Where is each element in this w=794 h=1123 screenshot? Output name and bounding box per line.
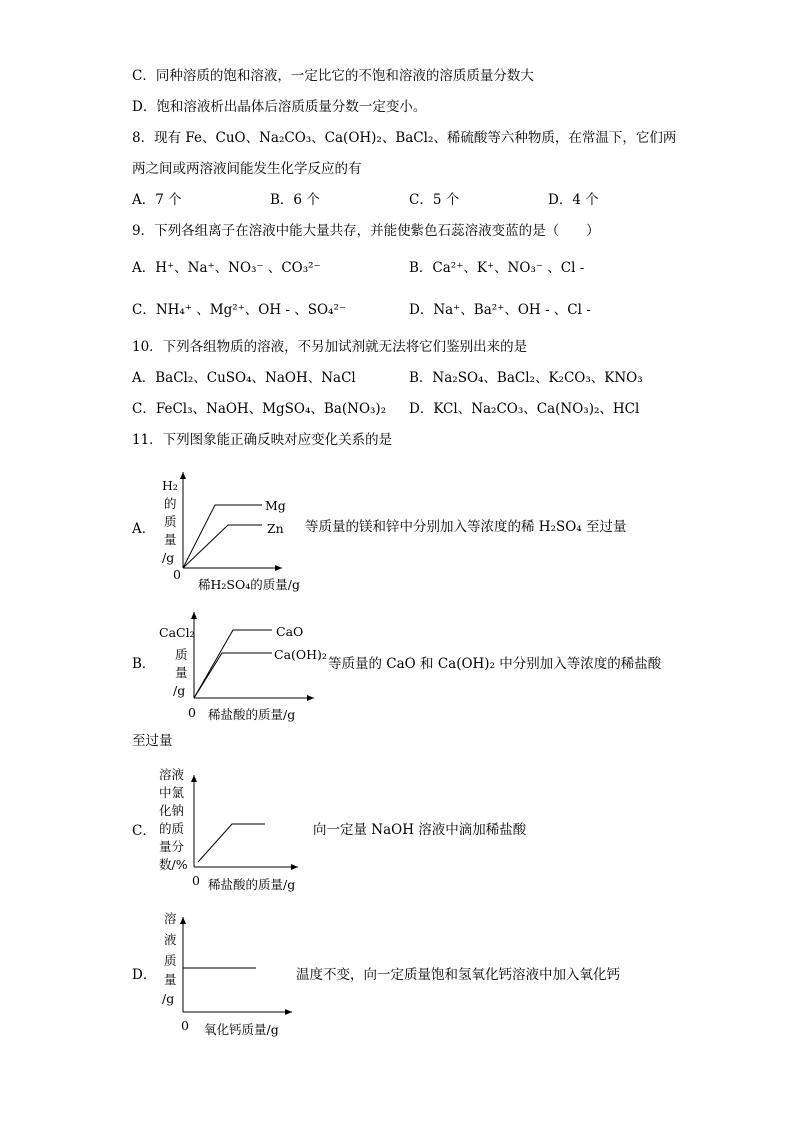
graph-b-ylabel-1: 质 <box>175 647 188 662</box>
graph-c-description: 向一定量 NaOH 溶液中滴加稀盐酸 <box>313 822 527 838</box>
graph-b-line-cao <box>194 630 272 698</box>
graph-b-description-continued: 至过量 <box>132 733 173 749</box>
question-11: 11．下列图象能正确反映对应变化关系的是 <box>132 432 393 448</box>
graph-d-origin: 0 <box>181 1018 189 1033</box>
question-10: 10．下列各组物质的溶液，不另加试剂就无法将它们鉴别出来的是 <box>132 339 528 355</box>
graph-d <box>162 911 292 1037</box>
graph-c-ylabel-4: 量分 <box>159 839 185 854</box>
q9-option-c: C．NH₄⁺ 、Mg²⁺、OH - 、SO₄²⁻ <box>132 302 346 318</box>
graph-b-description: 等质量的 CaO 和 Ca(OH)₂ 中分别加入等浓度的稀盐酸 <box>328 656 662 672</box>
option-c-previous-question: C．同种溶质的饱和溶液，一定比它的不饱和溶液的溶质质量分数大 <box>132 68 534 84</box>
graph-a-ylabel-0: H₂ <box>162 478 178 493</box>
graph-a-xlabel: 稀H₂SO₄的质量/g <box>198 577 300 592</box>
graph-a-ylabel-3: 量 <box>164 532 177 547</box>
graph-a-ylabel-4: /g <box>162 550 175 565</box>
graph-a-origin: 0 <box>173 567 181 582</box>
q9-option-b: B．Ca²⁺、K⁺、NO₃⁻ 、Cl - <box>409 260 585 276</box>
graph-a-line-mg <box>183 505 262 568</box>
graph-c-ylabel-5: 数/% <box>159 857 188 872</box>
graph-c-letter: C． <box>132 823 156 839</box>
graph-a <box>162 472 300 592</box>
graph-c-ylabel-3: 的质 <box>159 821 185 836</box>
graph-b-letter: B． <box>132 656 156 672</box>
option-d-previous-question: D．饱和溶液析出晶体后溶质质量分数一定变小。 <box>132 99 427 115</box>
graph-a-description: 等质量的镁和锌中分别加入等浓度的稀 H₂SO₄ 至过量 <box>305 519 627 535</box>
graph-a-ylabel-2: 质 <box>164 514 177 529</box>
graph-a-letter: A． <box>132 521 156 537</box>
graph-d-letter: D． <box>132 967 157 983</box>
question-8-line2: 两之间或两溶液间能发生化学反应的有 <box>132 161 362 177</box>
question-8-line1: 8．现有 Fe、CuO、Na₂CO₃、Ca(OH)₂、BaCl₂、稀硫酸等六种物质，在常温下，它们两 <box>132 130 677 146</box>
graph-b-ylabel-2: 量 <box>175 665 188 680</box>
q10-option-a: A．BaCl₂、CuSO₄、NaOH、NaCl <box>132 370 356 386</box>
graph-b-origin: 0 <box>188 705 196 720</box>
graph-a-label-zn: Zn <box>267 521 284 536</box>
question-9: 9．下列各组离子在溶液中能大量共存，并能使紫色石蕊溶液变蓝的是（ ） <box>132 223 600 239</box>
graph-c-origin: 0 <box>192 873 200 888</box>
graph-b-ylabel-3: /g <box>173 683 186 698</box>
graph-d-description: 温度不变，向一定质量饱和氢氧化钙溶液中加入氧化钙 <box>296 967 620 983</box>
graph-d-xlabel: 氧化钙质量/g <box>204 1022 279 1037</box>
graph-c-ylabel-1: 中氯 <box>159 785 185 800</box>
graph-b-ylabel-0: CaCl₂ <box>159 625 195 640</box>
graph-b-xlabel: 稀盐酸的质量/g <box>208 707 296 722</box>
graph-b-line-caoh2 <box>194 653 272 698</box>
graph-b-label-caoh2: Ca(OH)₂ <box>274 647 327 662</box>
q10-option-b: B．Na₂SO₄、BaCl₂、K₂CO₃、KNO₃ <box>409 370 643 386</box>
graph-a-ylabel-1: 的 <box>164 496 177 511</box>
graph-c-ylabel-2: 化钠 <box>159 803 185 818</box>
graph-c-ylabel-0: 溶液 <box>159 767 185 782</box>
q9-option-d: D．Na⁺、Ba²⁺、OH - 、Cl - <box>409 302 591 318</box>
graph-d-ylabel-0: 溶 <box>164 911 177 926</box>
q10-option-d: D．KCl、Na₂CO₃、Ca(NO₃)₂、HCl <box>409 401 640 417</box>
graph-b <box>159 612 327 722</box>
graph-d-ylabel-4: /g <box>162 991 175 1006</box>
graph-c <box>159 767 298 892</box>
q8-option-d: D．4 个 <box>548 192 599 208</box>
q8-option-a: A．7 个 <box>132 192 182 208</box>
graph-a-label-mg: Mg <box>265 498 286 513</box>
q8-option-b: B．6 个 <box>270 192 320 208</box>
graph-c-xlabel: 稀盐酸的质量/g <box>208 877 296 892</box>
q10-option-c: C．FeCl₃、NaOH、MgSO₄、Ba(NO₃)₂ <box>132 401 387 417</box>
graph-c-line <box>198 824 265 862</box>
q8-option-c: C．5 个 <box>409 192 460 208</box>
graph-b-label-cao: CaO <box>276 624 304 639</box>
graph-d-ylabel-2: 质 <box>164 953 177 968</box>
q9-option-a: A．H⁺、Na⁺、NO₃⁻ 、CO₃²⁻ <box>132 260 321 276</box>
graph-d-ylabel-3: 量 <box>164 972 177 987</box>
graph-a-line-zn <box>183 525 262 568</box>
graph-d-ylabel-1: 液 <box>164 932 177 947</box>
